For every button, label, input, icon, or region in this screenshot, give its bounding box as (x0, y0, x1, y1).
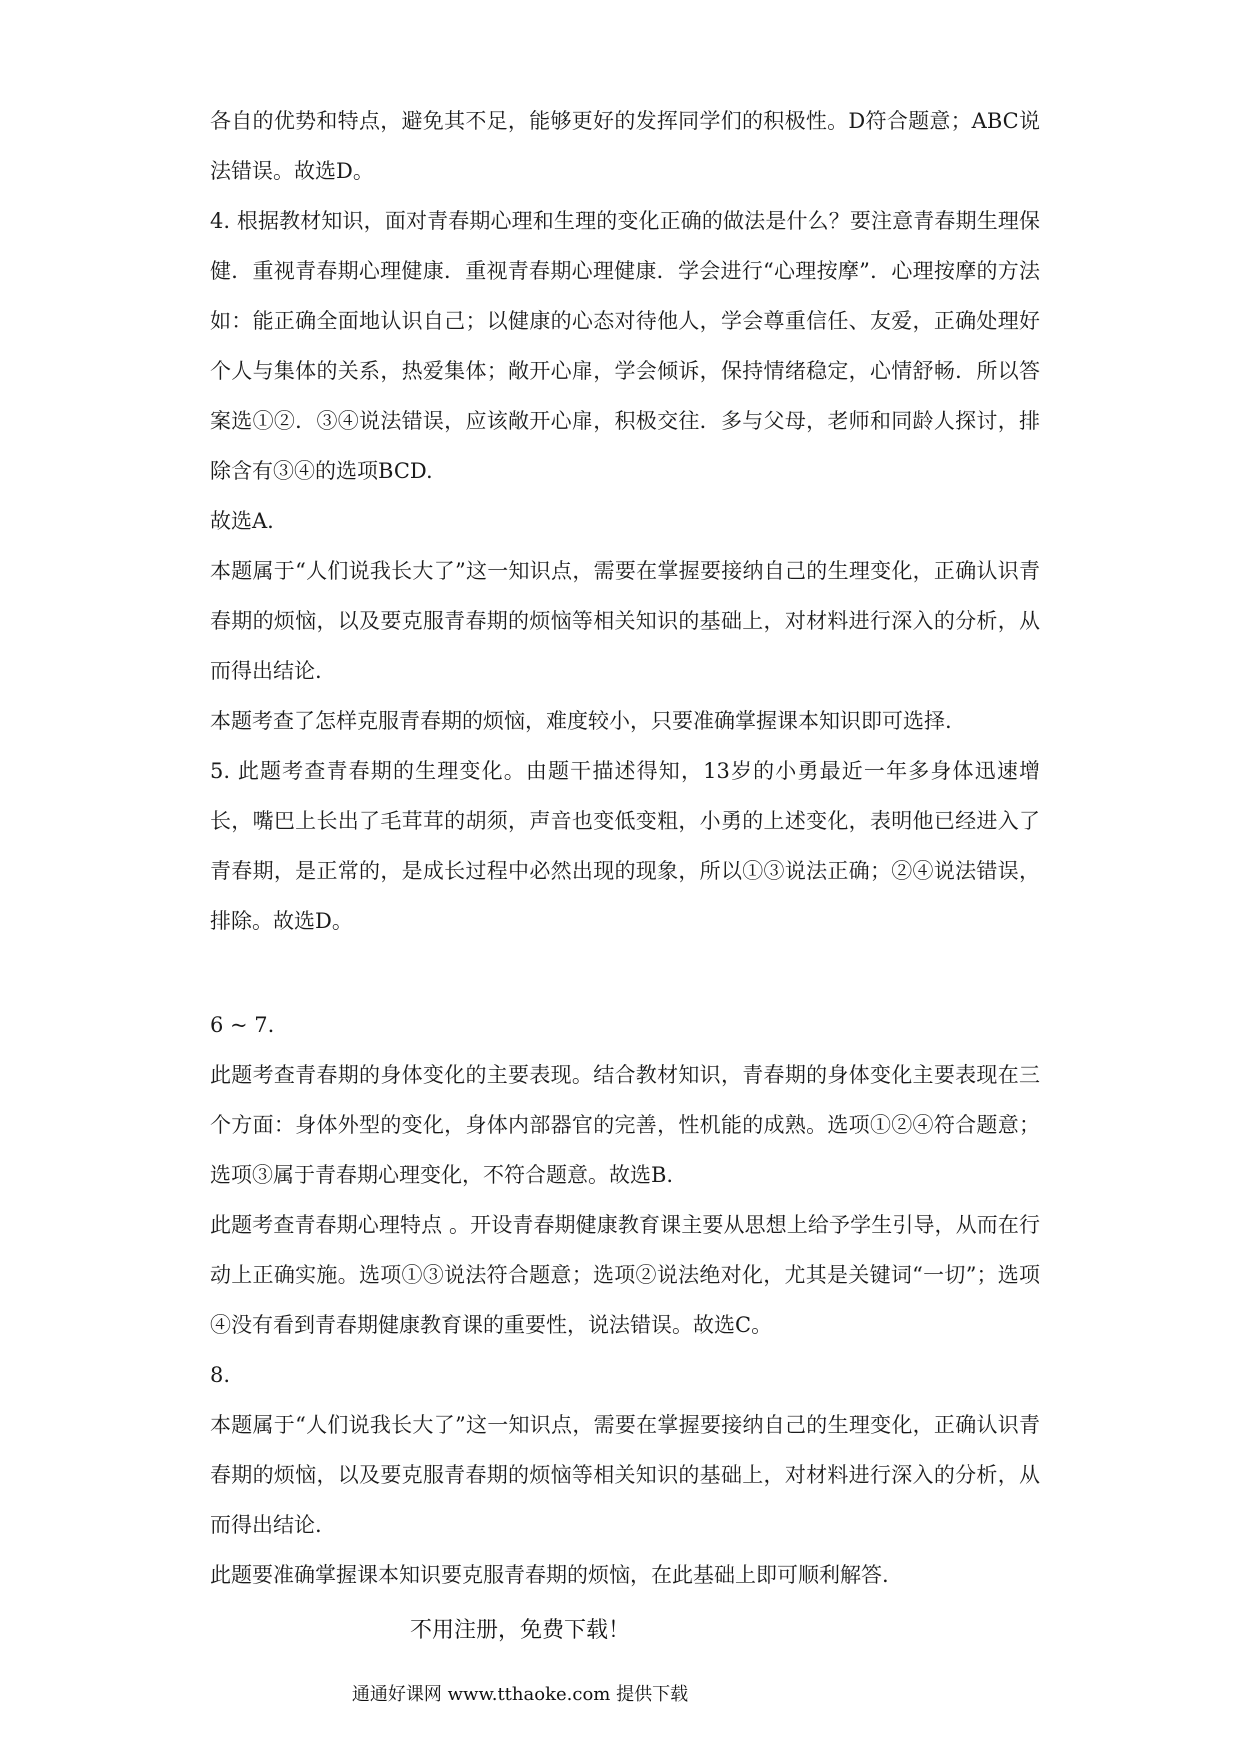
answer-paragraph: 4. 根据教材知识，面对青春期心理和生理的变化正确的做法是什么？要注意青春期生理保健．重视青春期心理健康．重视青春期心理健康．学会进行“心理按摩”．心理按摩的方法如：能正确全面地认识自己；以健康的心态对待他人，学会尊重信任、友爱，正确处理好个人与集体的关系，热爱集体；敞开心扉，学会倾诉，保持情绪稳定，心情舒畅．所以答案选①②．③④说法错误，应该敞开心扉，积极交往．多与父母，老师和同龄人探讨，排除含有③④的选项BCD. (210, 209, 1040, 483)
answer-paragraph: 本题属于“人们说我长大了”这一知识点，需要在掌握要接纳自己的生理变化，正确认识青春期的烦恼，以及要克服青春期的烦恼等相关知识的基础上，对材料进行深入的分析，从而得出结论. (210, 559, 1040, 683)
answer-content (210, 96, 1040, 1600)
question-number: 8. (210, 1363, 231, 1387)
answer-paragraph: 此题考查青春期心理特点 。开设青春期健康教育课主要从思想上给予学生引导，从而在行动上正确实施。选项①③说法符合题意；选项②说法绝对化，尤其是关键词“一切”；选项④没有看到青春期健康教育课的重要性，说法错误。故选C。 (210, 1213, 1040, 1337)
answer-paragraph: 此题要准确掌握课本知识要克服青春期的烦恼，在此基础上即可顺利解答. (210, 1563, 889, 1587)
question-number: 6 ~ 7. (210, 1013, 275, 1037)
footer-promo-text: 不用注册，免费下载！ (409, 1618, 630, 1643)
answer-paragraph: 各自的优势和特点，避免其不足，能够更好的发挥同学们的积极性。D符合题意；ABC说法错误。故选D。 (210, 109, 1040, 183)
answer-paragraph: 5. 此题考查青春期的生理变化。由题干描述得知，13岁的小勇最近一年多身体迅速增长，嘴巴上长出了毛茸茸的胡须，声音也变低变粗，小勇的上述变化，表明他已经进入了青春期，是正常的，是成长过程中必然出现的现象，所以①③说法正确；②④说法错误，排除。故选D。 (210, 759, 1040, 933)
answer-paragraph: 本题属于“人们说我长大了”这一知识点，需要在掌握要接纳自己的生理变化，正确认识青春期的烦恼，以及要克服青春期的烦恼等相关知识的基础上，对材料进行深入的分析，从而得出结论. (210, 1413, 1040, 1537)
answer-paragraph: 此题考查青春期的身体变化的主要表现。结合教材知识，青春期的身体变化主要表现在三个方面：身体外型的变化，身体内部器官的完善，性机能的成熟。选项①②④符合题意；选项③属于青春期心理变化，不符合题意。故选B. (210, 1063, 1040, 1187)
paragraph-gap (210, 946, 1040, 1000)
answer-paragraph: 本题考查了怎样克服青春期的烦恼，难度较小，只要准确掌握课本知识即可选择. (210, 709, 952, 733)
answer-paragraph: 故选A. (210, 509, 274, 533)
footer-source-text: 通通好课网 www.tthaoke.com 提供下载 (351, 1684, 689, 1705)
